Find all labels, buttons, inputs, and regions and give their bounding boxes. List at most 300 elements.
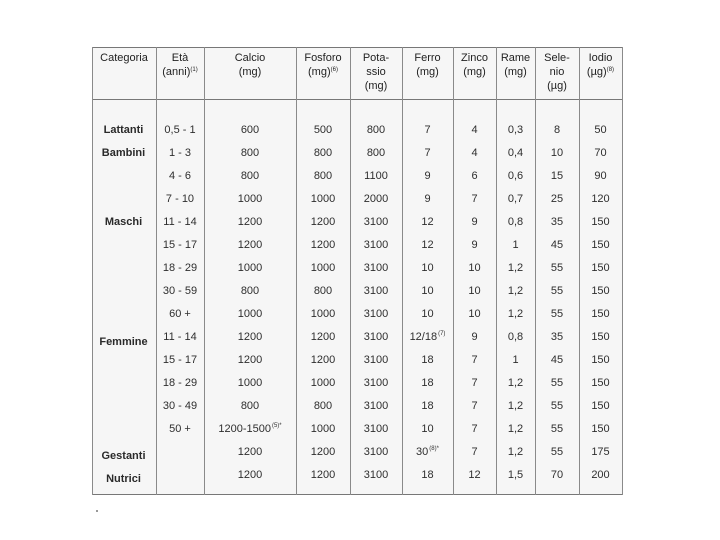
cell-potassio-value: 3100 (363, 285, 389, 297)
cell-eta-value: 15 - 17 (162, 239, 198, 251)
cell-potassio (350, 398, 402, 414)
cell-selenio (535, 352, 579, 368)
header-selenio-line1: Sele- (544, 52, 570, 64)
cell-zinco-value: 4 (471, 147, 478, 159)
header-ferro-line2: (mg) (416, 66, 439, 78)
nutrient-table (92, 47, 623, 495)
cell-fosforo-value: 1000 (310, 193, 336, 205)
cell-eta (156, 375, 204, 391)
cell-zinco-value: 9 (471, 239, 478, 251)
cell-rame-value: 1 (512, 354, 519, 366)
cell-potassio (350, 237, 402, 253)
cell-selenio-value: 55 (550, 262, 564, 274)
cell-iodio-value: 90 (594, 170, 607, 182)
cell-fosforo (296, 191, 350, 207)
cell-potassio-value: 3100 (363, 354, 389, 366)
cell-fosforo-value: 1200 (310, 446, 336, 458)
cell-selenio (535, 375, 579, 391)
cell-calcio (204, 352, 296, 368)
cell-eta (156, 260, 204, 276)
cell-iodio (579, 168, 622, 184)
cell-fosforo (296, 214, 350, 230)
cell-ferro-value: 7 (424, 124, 431, 136)
cell-selenio (535, 214, 579, 230)
cell-zinco-value: 7 (471, 446, 478, 458)
cell-ferro-value: 10 (421, 308, 434, 320)
cell-iodio (579, 444, 622, 460)
cell-calcio (204, 306, 296, 322)
cell-potassio-value: 3100 (363, 331, 389, 343)
cell-potassio (350, 260, 402, 276)
cell-selenio-value: 8 (553, 124, 561, 136)
header-rame-line2: (mg) (504, 66, 527, 78)
cell-fosforo (296, 467, 350, 483)
cell-fosforo-value: 800 (313, 285, 333, 297)
header-eta-line1: Età (171, 52, 189, 64)
cell-zinco (453, 352, 496, 368)
cell-selenio (535, 145, 579, 161)
cell-iodio (579, 283, 622, 299)
cell-calcio-value: 1200 (237, 239, 263, 251)
table-top-rule (92, 47, 623, 48)
cell-potassio-value: 2000 (363, 193, 389, 205)
cell-fosforo-value: 800 (313, 147, 333, 159)
cell-zinco-value: 7 (471, 423, 478, 435)
cell-calcio-value: 1200 (237, 446, 263, 458)
cell-calcio-value: 1000 (237, 377, 263, 389)
cell-rame-value: 1,5 (507, 469, 524, 481)
cell-eta (156, 467, 204, 483)
cell-eta (156, 306, 204, 322)
cell-potassio (350, 329, 402, 345)
cell-zinco (453, 191, 496, 207)
cell-ferro (402, 122, 453, 138)
cell-rame (496, 421, 535, 437)
header-iodio (579, 51, 622, 101)
cell-fosforo-value: 1200 (310, 331, 336, 343)
cell-rame-value: 1,2 (507, 377, 524, 389)
cell-calcio-value: 1200 (237, 331, 263, 343)
cell-rame (496, 398, 535, 414)
cell-ferro-value: 18 (421, 354, 434, 366)
cell-fosforo (296, 237, 350, 253)
cell-iodio-value: 150 (591, 331, 610, 343)
header-categoria-label: Categoria (100, 52, 148, 64)
cell-eta (156, 122, 204, 138)
cell-ferro-note: (8)* (429, 446, 439, 452)
cell-eta-value: 15 - 17 (162, 354, 198, 366)
header-fosforo-line2: (mg) (308, 66, 331, 78)
cell-rame (496, 214, 535, 230)
cell-rame-value: 0,8 (507, 216, 524, 228)
header-potassio (350, 51, 402, 101)
cell-rame-value: 0,7 (507, 193, 524, 205)
cell-iodio (579, 329, 622, 345)
cell-calcio (204, 283, 296, 299)
cell-zinco (453, 421, 496, 437)
cell-potassio-value: 3100 (363, 239, 389, 251)
cell-rame-value: 0,3 (507, 124, 524, 136)
cell-iodio (579, 398, 622, 414)
cell-calcio-value: 800 (240, 285, 260, 297)
cell-ferro-value: 12 (421, 216, 434, 228)
cell-eta-value: 18 - 29 (162, 377, 198, 389)
header-iodio-note: (8) (606, 67, 615, 73)
cell-fosforo (296, 444, 350, 460)
cell-potassio (350, 283, 402, 299)
cell-selenio (535, 191, 579, 207)
cell-zinco (453, 306, 496, 322)
cell-fosforo-value: 1200 (310, 469, 336, 481)
cell-eta-value: 60 + (169, 308, 191, 320)
cell-iodio-value: 150 (591, 239, 610, 251)
cell-iodio-value: 150 (591, 262, 610, 274)
cell-zinco-value: 7 (471, 193, 478, 205)
cell-iodio (579, 375, 622, 391)
cell-eta (156, 421, 204, 437)
cell-iodio (579, 306, 622, 322)
scan-speck (96, 510, 98, 512)
cell-rame (496, 306, 535, 322)
cell-calcio (204, 214, 296, 230)
cell-selenio (535, 444, 579, 460)
category-gestanti: Gestanti (101, 450, 146, 462)
cell-zinco (453, 375, 496, 391)
cell-iodio-value: 150 (591, 377, 610, 389)
cell-rame (496, 260, 535, 276)
cell-calcio (204, 329, 296, 345)
cell-zinco (453, 145, 496, 161)
category-bambini: Bambini (101, 147, 146, 159)
cell-eta (156, 237, 204, 253)
cell-fosforo (296, 122, 350, 138)
cell-iodio (579, 145, 622, 161)
cell-fosforo-value: 1200 (310, 354, 336, 366)
header-selenio (535, 51, 579, 101)
cell-ferro-value: 18 (421, 400, 434, 412)
cell-rame (496, 168, 535, 184)
cell-zinco-value: 9 (471, 216, 478, 228)
cell-selenio-value: 15 (550, 170, 564, 182)
header-zinco (453, 51, 496, 101)
cell-rame-value: 0,6 (507, 170, 524, 182)
cell-fosforo-value: 1200 (310, 239, 336, 251)
cell-calcio (204, 421, 296, 437)
cell-ferro (402, 398, 453, 414)
cell-eta (156, 145, 204, 161)
cell-zinco (453, 260, 496, 276)
header-fosforo (296, 51, 350, 101)
cell-zinco-value: 6 (471, 170, 478, 182)
cell-iodio-value: 175 (591, 446, 610, 458)
cell-zinco-value: 10 (468, 262, 481, 274)
cell-fosforo-value: 1000 (310, 262, 336, 274)
cell-rame (496, 191, 535, 207)
header-eta (156, 51, 204, 101)
header-rame (496, 51, 535, 101)
cell-fosforo (296, 375, 350, 391)
cell-selenio (535, 306, 579, 322)
cell-zinco-value: 10 (468, 308, 481, 320)
cell-selenio-value: 55 (550, 423, 564, 435)
cell-selenio (535, 122, 579, 138)
cell-ferro (402, 283, 453, 299)
category-lattanti: Lattanti (103, 124, 144, 136)
cell-ferro (402, 168, 453, 184)
cell-potassio (350, 168, 402, 184)
cell-potassio-value: 800 (366, 147, 386, 159)
cell-potassio (350, 421, 402, 437)
cell-calcio (204, 145, 296, 161)
cell-fosforo (296, 329, 350, 345)
cell-fosforo (296, 260, 350, 276)
cell-potassio-value: 1100 (364, 170, 388, 182)
cell-potassio (350, 352, 402, 368)
cell-fosforo (296, 145, 350, 161)
cell-selenio-value: 55 (550, 308, 564, 320)
cell-ferro (402, 467, 453, 483)
category-maschi: Maschi (104, 216, 143, 228)
header-categoria (92, 51, 156, 101)
cell-rame-value: 1,2 (507, 400, 524, 412)
cell-selenio-value: 55 (550, 446, 564, 458)
cell-potassio-value: 800 (366, 124, 386, 136)
cell-selenio-value: 70 (550, 469, 564, 481)
cell-zinco (453, 398, 496, 414)
cell-iodio (579, 352, 622, 368)
cell-rame-value: 1,2 (507, 308, 524, 320)
col-divider (92, 47, 93, 495)
cell-selenio (535, 329, 579, 345)
cell-potassio (350, 214, 402, 230)
cell-calcio-value: 1000 (237, 308, 263, 320)
header-calcio-line1: Calcio (234, 52, 266, 64)
cell-ferro (402, 306, 453, 322)
cell-ferro-value: 7 (424, 147, 431, 159)
cell-calcio (204, 398, 296, 414)
cell-rame-value: 0,8 (507, 331, 524, 343)
cell-ferro-value: 12 (421, 239, 434, 251)
cell-ferro-value: 10 (421, 285, 434, 297)
cell-calcio (204, 191, 296, 207)
header-ferro-line1: Ferro (414, 52, 441, 64)
cell-iodio-value: 50 (594, 124, 607, 136)
header-selenio-line3: (µg) (547, 80, 567, 92)
cell-fosforo-value: 1000 (310, 377, 336, 389)
table-bottom-rule (92, 494, 623, 495)
cell-eta-value: 1 - 3 (168, 147, 191, 159)
cell-eta-value: 30 - 49 (162, 400, 198, 412)
cell-potassio-value: 3100 (363, 308, 389, 320)
cell-potassio-value: 3100 (363, 423, 389, 435)
cell-iodio-value: 150 (591, 423, 610, 435)
header-zinco-line1: Zinco (461, 52, 488, 64)
cell-ferro (402, 260, 453, 276)
cell-ferro (402, 444, 453, 460)
cell-rame-value: 1,2 (507, 285, 524, 297)
cell-zinco (453, 283, 496, 299)
cell-fosforo-value: 1200 (310, 216, 336, 228)
cell-selenio-value: 55 (550, 285, 564, 297)
cell-iodio (579, 260, 622, 276)
cell-ferro-note: (7) (438, 331, 446, 337)
cell-eta-value: 50 + (169, 423, 191, 435)
cell-eta-value: 7 - 10 (165, 193, 195, 205)
cell-fosforo (296, 168, 350, 184)
cell-calcio-value: 800 (240, 400, 260, 412)
cell-rame (496, 375, 535, 391)
cell-fosforo (296, 283, 350, 299)
cell-potassio-value: 3100 (363, 262, 389, 274)
cell-selenio (535, 237, 579, 253)
header-iodio-line2: (µg) (586, 66, 607, 78)
cell-ferro (402, 329, 453, 345)
cell-calcio-note: (5)* (271, 423, 282, 429)
header-potassio-line2: ssio (366, 66, 386, 78)
cell-zinco (453, 214, 496, 230)
cell-ferro (402, 352, 453, 368)
cell-rame (496, 237, 535, 253)
cell-selenio (535, 467, 579, 483)
cell-iodio (579, 237, 622, 253)
cell-fosforo (296, 306, 350, 322)
cell-calcio-value: 600 (240, 124, 260, 136)
cell-potassio-value: 3100 (363, 216, 389, 228)
cell-eta (156, 168, 204, 184)
cell-potassio-value: 3100 (363, 469, 389, 481)
cell-zinco-value: 7 (471, 377, 478, 389)
cell-fosforo-value: 800 (313, 170, 333, 182)
cell-ferro (402, 375, 453, 391)
cell-calcio (204, 168, 296, 184)
category-femmine: Femmine (99, 336, 148, 348)
cell-fosforo-value: 800 (313, 400, 333, 412)
cell-eta (156, 352, 204, 368)
cell-potassio (350, 375, 402, 391)
cell-potassio-value: 3100 (363, 446, 389, 458)
cell-iodio (579, 421, 622, 437)
cell-eta-value: 18 - 29 (162, 262, 198, 274)
cell-eta-value: 30 - 59 (162, 285, 198, 297)
cell-rame (496, 352, 535, 368)
cell-fosforo (296, 398, 350, 414)
cell-eta (156, 214, 204, 230)
cell-calcio-value: 800 (240, 170, 260, 182)
cell-eta-value: 11 - 14 (163, 216, 197, 228)
cell-ferro-value: 9 (424, 170, 431, 182)
cell-zinco (453, 467, 496, 483)
header-selenio-line2: nio (549, 66, 565, 78)
cell-rame-value: 1,2 (507, 262, 524, 274)
cell-calcio-value: 1000 (237, 262, 263, 274)
cell-rame-value: 1,2 (507, 423, 524, 435)
cell-fosforo (296, 352, 350, 368)
col-divider (622, 47, 623, 495)
header-iodio-line1: Iodio (588, 52, 613, 64)
cell-selenio-value: 35 (550, 216, 564, 228)
cell-iodio (579, 467, 622, 483)
cell-selenio (535, 421, 579, 437)
cell-calcio (204, 260, 296, 276)
cell-iodio-value: 200 (591, 469, 610, 481)
cell-eta (156, 191, 204, 207)
header-calcio-line2: (mg) (238, 66, 262, 78)
header-calcio (204, 51, 296, 101)
cell-selenio (535, 260, 579, 276)
cell-zinco-value: 7 (471, 354, 478, 366)
cell-eta (156, 329, 204, 345)
cell-calcio (204, 122, 296, 138)
cell-fosforo-value: 1000 (310, 308, 336, 320)
cell-calcio-value: 1000 (237, 193, 263, 205)
cell-zinco (453, 122, 496, 138)
cell-selenio (535, 168, 579, 184)
cell-ferro (402, 214, 453, 230)
cell-rame-value: 1 (512, 239, 519, 251)
cell-zinco (453, 168, 496, 184)
category-nutrici: Nutrici (106, 473, 141, 485)
cell-rame (496, 283, 535, 299)
cell-selenio (535, 398, 579, 414)
cell-selenio-value: 45 (550, 239, 564, 251)
cell-potassio-value: 3100 (363, 377, 389, 389)
cell-zinco (453, 237, 496, 253)
header-eta-note: (1) (190, 67, 198, 73)
header-zinco-line2: (mg) (463, 66, 486, 78)
cell-zinco (453, 329, 496, 345)
cell-eta (156, 398, 204, 414)
cell-iodio-value: 120 (591, 193, 610, 205)
cell-potassio (350, 145, 402, 161)
cell-zinco-value: 10 (468, 285, 481, 297)
cell-potassio-value: 3100 (363, 400, 389, 412)
cell-iodio (579, 122, 622, 138)
cell-selenio-value: 10 (550, 147, 564, 159)
cell-calcio (204, 444, 296, 460)
cell-iodio-value: 70 (594, 147, 607, 159)
header-rame-line1: Rame (500, 52, 531, 64)
cell-eta (156, 444, 204, 460)
cell-ferro-value: 30 (416, 446, 429, 458)
cell-eta-value: 4 - 6 (168, 170, 191, 182)
cell-rame (496, 467, 535, 483)
cell-calcio-value: 1200-1500 (218, 423, 271, 435)
cell-selenio-value: 35 (550, 331, 564, 343)
cell-zinco-value: 7 (471, 400, 478, 412)
cell-potassio (350, 444, 402, 460)
cell-zinco-value: 4 (471, 124, 478, 136)
cell-calcio (204, 237, 296, 253)
cell-ferro (402, 145, 453, 161)
cell-fosforo-value: 500 (313, 124, 333, 136)
cell-rame (496, 329, 535, 345)
cell-rame (496, 122, 535, 138)
cell-iodio (579, 191, 622, 207)
cell-selenio-value: 25 (550, 193, 564, 205)
cell-rame-value: 0,4 (507, 147, 524, 159)
cell-calcio-value: 1200 (237, 354, 263, 366)
cell-iodio-value: 150 (591, 308, 610, 320)
cell-selenio-value: 45 (550, 354, 564, 366)
cell-ferro (402, 237, 453, 253)
cell-eta-value: 0,5 - 1 (164, 124, 196, 136)
cell-iodio-value: 150 (591, 216, 610, 228)
header-potassio-line3: (mg) (364, 80, 388, 92)
cell-calcio (204, 375, 296, 391)
cell-selenio (535, 283, 579, 299)
cell-zinco-value: 9 (471, 331, 478, 343)
cell-ferro-value: 10 (421, 262, 434, 274)
